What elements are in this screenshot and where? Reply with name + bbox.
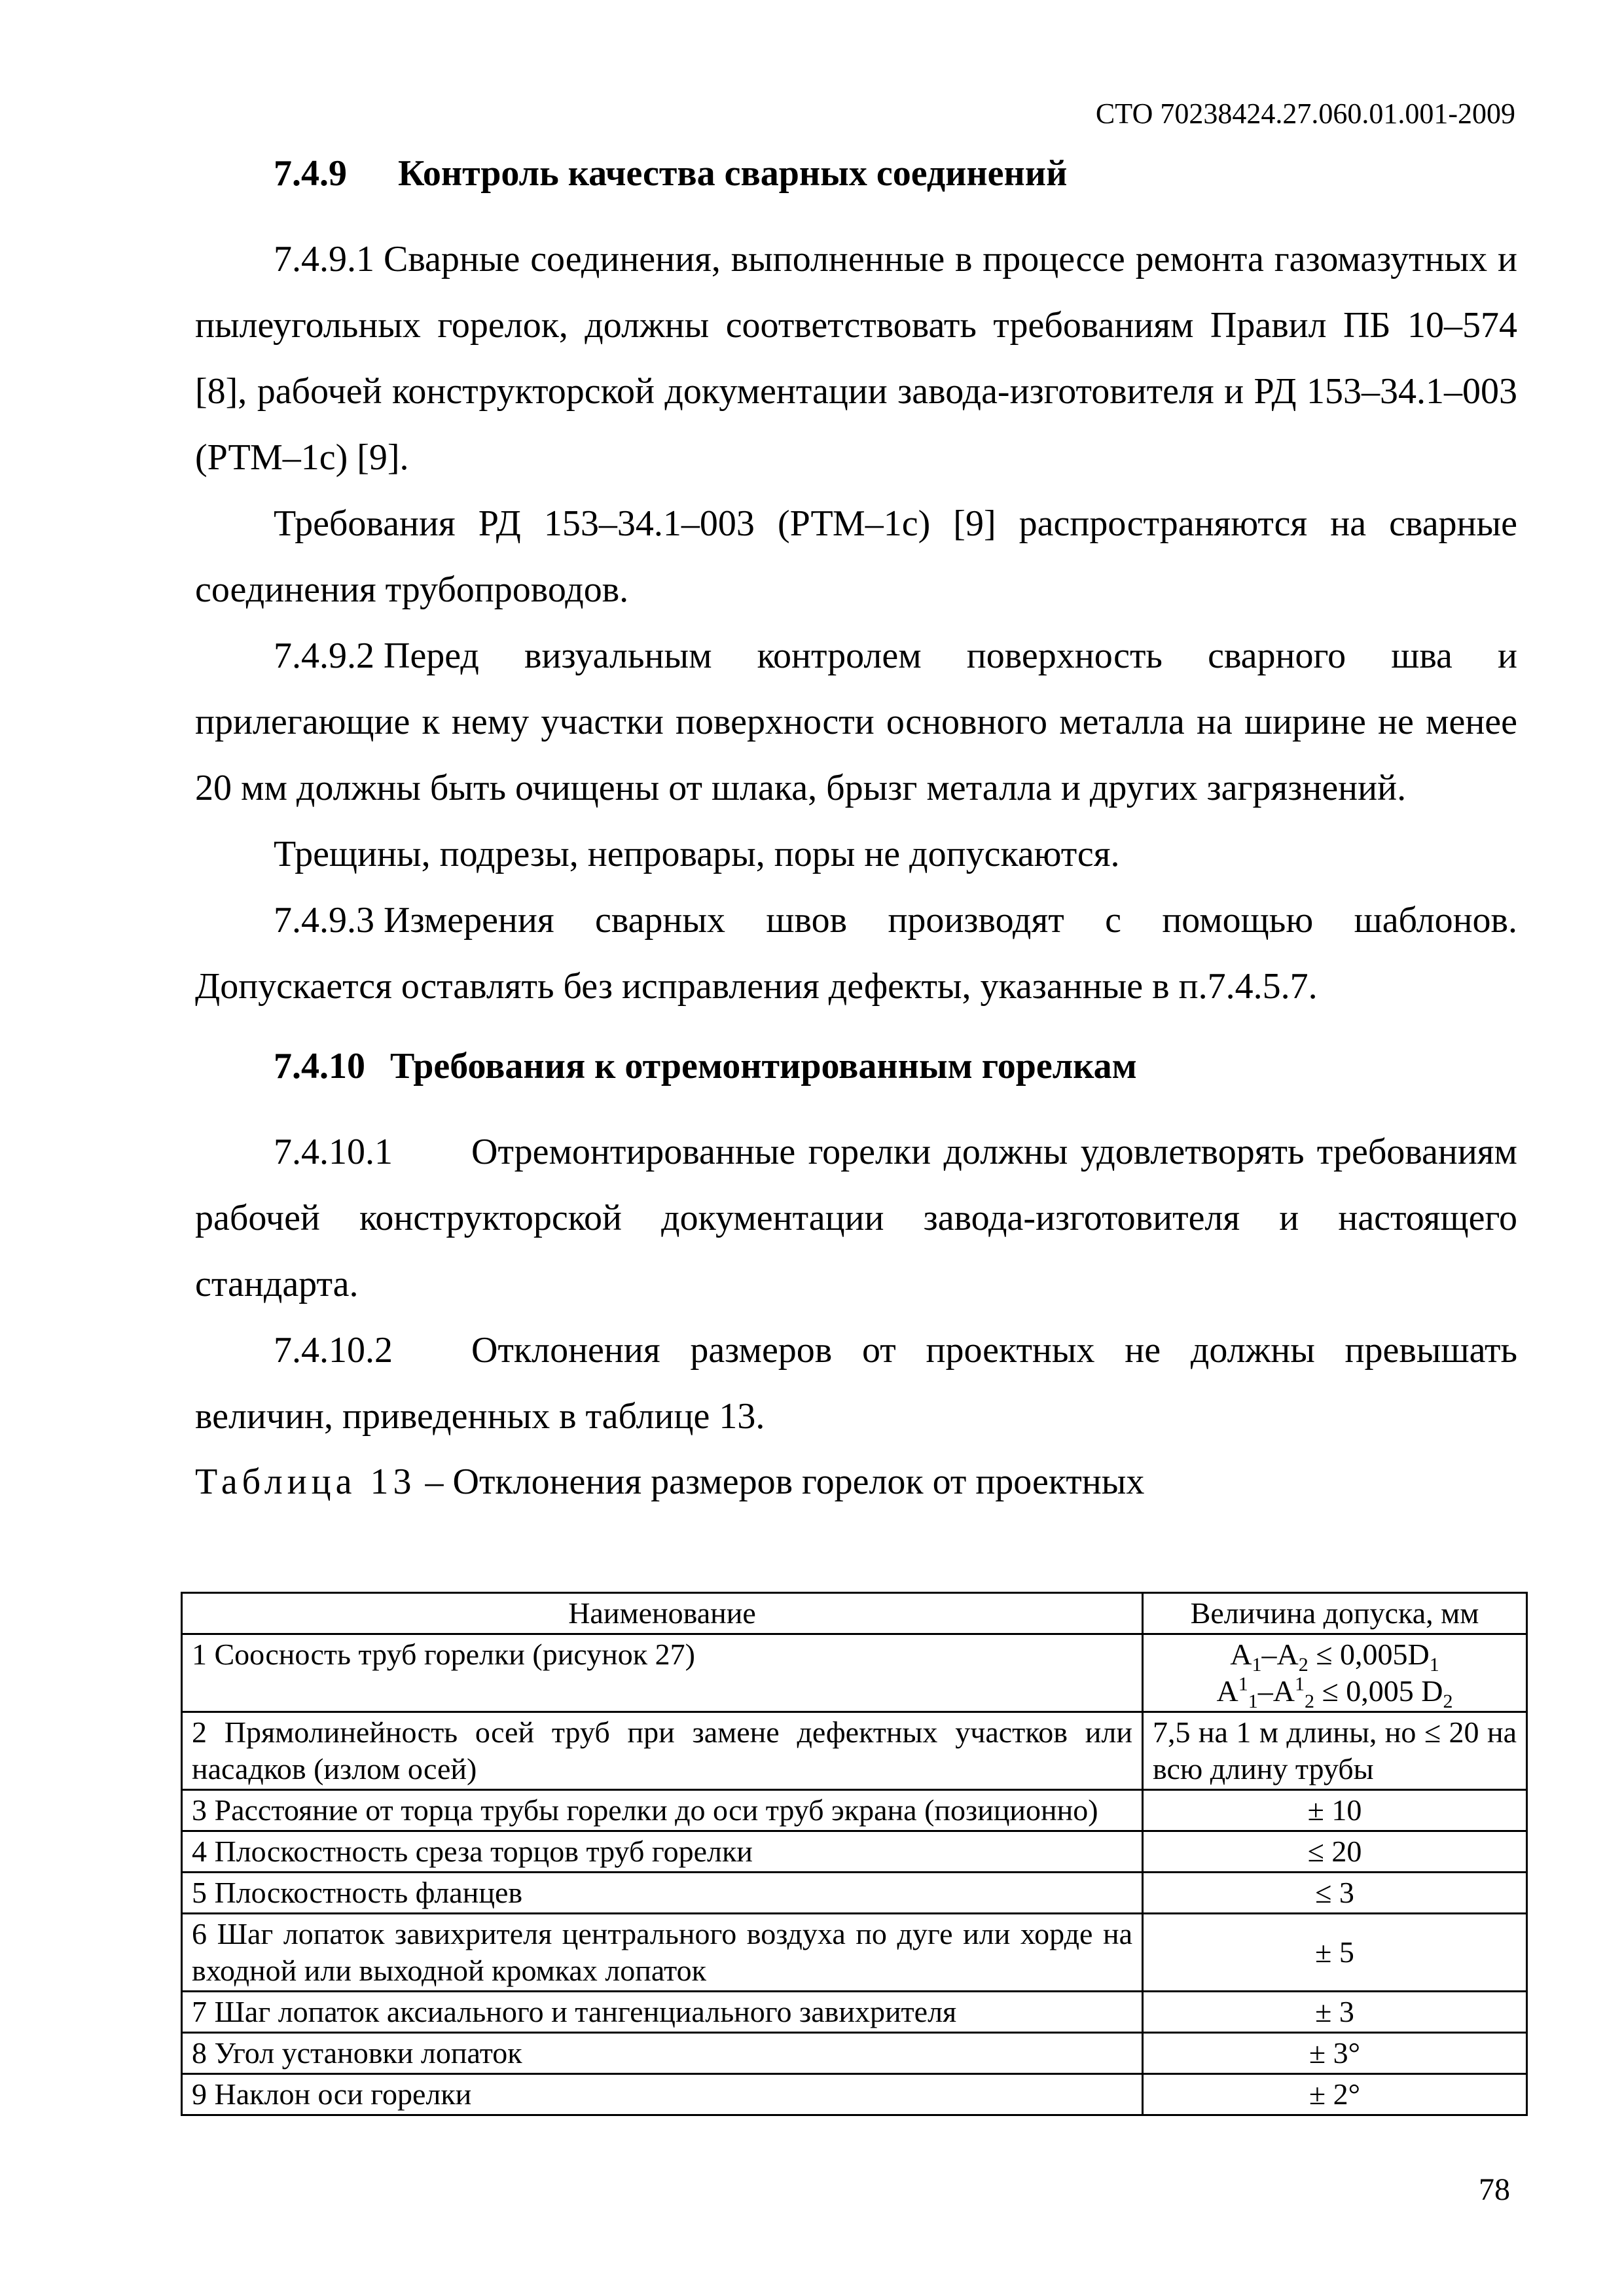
coaxiality-formula-1: $A_1-A_2 \le 0,005D_1$ bbox=[1230, 1638, 1439, 1676]
paragraph-7-4-9-1-continued: Требования РД 153–34.1–003 (РТМ–1с) [9] распространяются на сварные соединения трубопроводов. bbox=[195, 503, 1517, 610]
page-body bbox=[195, 151, 1517, 1505]
paragraph-7-4-9-2 bbox=[195, 623, 1517, 821]
section-number: 7.4.10 bbox=[274, 1046, 365, 1086]
table-row bbox=[182, 1914, 1527, 1992]
row-name: 6 Шаг лопаток завихрителя центрального воздуха по дуге или хорде на входной или выходной кромках лопаток bbox=[182, 1914, 1143, 1992]
row-value: ± 5 bbox=[1143, 1914, 1527, 1992]
row-value: ≤ 3 bbox=[1143, 1873, 1527, 1914]
paragraph-7-4-9-1 bbox=[195, 226, 1517, 491]
row-value: ± 2° bbox=[1143, 2074, 1527, 2115]
table-row bbox=[182, 2074, 1527, 2115]
paragraph-number: 7.4.10.2 bbox=[274, 1330, 393, 1371]
section-heading-7-4-10 bbox=[195, 1043, 1517, 1089]
paragraph-7-4-10-1 bbox=[195, 1119, 1517, 1318]
section-heading-7-4-9 bbox=[195, 151, 1517, 196]
table-row bbox=[182, 1873, 1527, 1914]
table-row bbox=[182, 1992, 1527, 2033]
row-value bbox=[1143, 1634, 1527, 1712]
section-title: Контроль качества сварных соединений bbox=[398, 153, 1068, 194]
paragraph-number: 7.4.9.2 bbox=[274, 636, 374, 676]
table-row bbox=[182, 1634, 1527, 1712]
paragraph-number: 7.4.9.1 bbox=[274, 239, 374, 279]
column-header-name: Наименование bbox=[182, 1593, 1143, 1634]
row-name: 9 Наклон оси горелки bbox=[182, 2074, 1143, 2115]
table-header-row bbox=[182, 1593, 1527, 1634]
paragraph-7-4-9-3 bbox=[195, 888, 1517, 1020]
document-code: СТО 70238424.27.060.01.001-2009 bbox=[1095, 98, 1515, 130]
page-number: 78 bbox=[1479, 2172, 1510, 2207]
paragraph-text: Отремонтированные горелки должны удовлетворять требованиям рабочей конструкторской документации завода-изготовителя и настоящего стандарта. bbox=[195, 1132, 1517, 1304]
paragraph-text: Перед визуальным контролем поверхность сварного шва и прилегающие к нему участки поверхности основного металла на ширине не менее 20 мм должны быть очищены от шлака, брызг металла и других загрязнений. bbox=[195, 636, 1517, 808]
row-value: ± 3 bbox=[1143, 1992, 1527, 2033]
table-caption-label: Таблица 13 bbox=[195, 1462, 416, 1502]
row-value: ± 10 bbox=[1143, 1790, 1527, 1831]
table-row bbox=[182, 2033, 1527, 2074]
row-name: 8 Угол установки лопаток bbox=[182, 2033, 1143, 2074]
table-caption-text: – Отклонения размеров горелок от проектных bbox=[416, 1462, 1145, 1502]
paragraph-text: Измерения сварных швов производят с помощью шаблонов. Допускается оставлять без исправления дефекты, указанные в п.7.4.5.7. bbox=[195, 900, 1517, 1007]
row-value: ≤ 20 bbox=[1143, 1831, 1527, 1873]
paragraph-text: Отклонения размеров от проектных не должны превышать величин, приведенных в таблице 13. bbox=[195, 1330, 1517, 1437]
row-name: 1 Соосность труб горелки (рисунок 27) bbox=[182, 1634, 1143, 1712]
section-number: 7.4.9 bbox=[274, 153, 347, 194]
tolerance-table bbox=[181, 1592, 1528, 2116]
row-name: 7 Шаг лопаток аксиального и тангенциального завихрителя bbox=[182, 1992, 1143, 2033]
table-row bbox=[182, 1712, 1527, 1790]
paragraph-number: 7.4.10.1 bbox=[274, 1132, 393, 1172]
row-name: 3 Расстояние от торца трубы горелки до оси труб экрана (позиционно) bbox=[182, 1790, 1143, 1831]
row-name: 4 Плоскостность среза торцов труб горелки bbox=[182, 1831, 1143, 1873]
table-row bbox=[182, 1831, 1527, 1873]
paragraph-7-4-9-2-continued: Трещины, подрезы, непровары, поры не допускаются. bbox=[274, 834, 1120, 874]
table-row bbox=[182, 1790, 1527, 1831]
paragraph-number: 7.4.9.3 bbox=[274, 900, 374, 941]
section-title: Требования к отремонтированным горелкам bbox=[390, 1046, 1137, 1086]
row-name: 2 Прямолинейность осей труб при замене дефектных участков или насадков (излом осей) bbox=[182, 1712, 1143, 1790]
paragraph-text: Сварные соединения, выполненные в процессе ремонта газомазутных и пылеугольных горелок, должны соответствовать требованиям Правил ПБ 10–574 [8], рабочей конструкторской документации завода-изготовителя и РД 153–34.1–003 (РТМ–1с) [9]. bbox=[195, 239, 1517, 478]
row-name: 5 Плоскостность фланцев bbox=[182, 1873, 1143, 1914]
paragraph-7-4-10-2 bbox=[195, 1318, 1517, 1450]
table-caption bbox=[195, 1459, 1517, 1505]
column-header-tolerance: Величина допуска, мм bbox=[1143, 1593, 1527, 1634]
coaxiality-formula-2: $A^1_1-A^1_2 \le 0,005$ $D_2$ bbox=[1216, 1673, 1453, 1713]
row-value: ± 3° bbox=[1143, 2033, 1527, 2074]
row-value: 7,5 на 1 м длины, но ≤ 20 на всю длину трубы bbox=[1143, 1712, 1527, 1790]
